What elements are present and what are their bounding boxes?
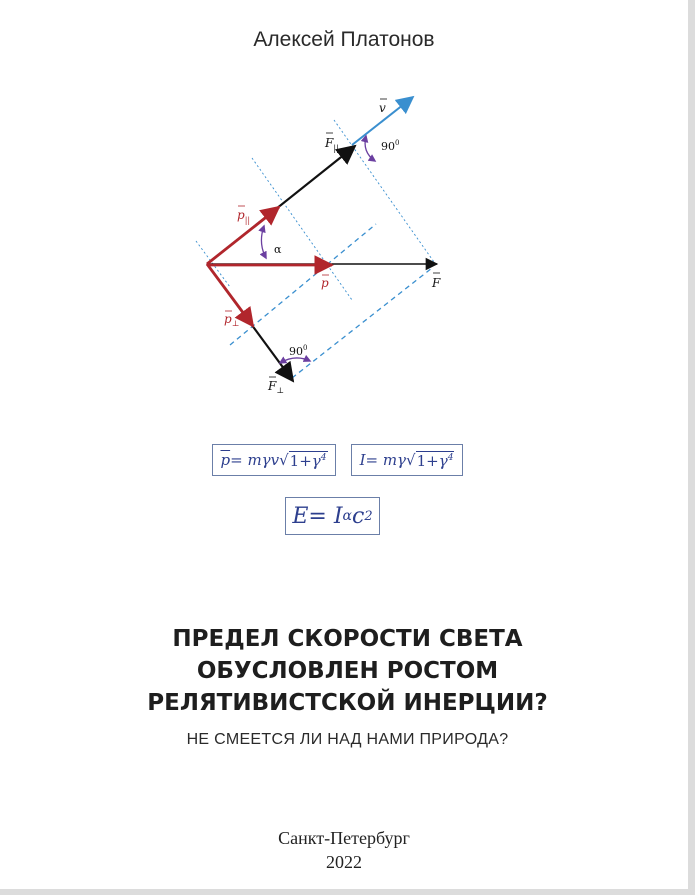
label-force-perpendicular: $F_\perp$ [268, 379, 284, 395]
formula-momentum-rhs: = mγv [230, 451, 280, 469]
formula-momentum-lhs: $\overline{p}$ [220, 451, 231, 469]
force-momentum-vector-diagram [0, 0, 695, 440]
label-alpha: α [274, 243, 282, 256]
label-angle-bottom: $90^0$ [289, 344, 308, 358]
label-angle-top: $90^0$ [381, 139, 400, 153]
label-force-parallel: $F_{||}$ [325, 136, 339, 153]
right-angle-arc-top [365, 136, 375, 161]
guide-line [252, 158, 352, 300]
sqrt-sign: √ [406, 451, 416, 469]
label-velocity: v [379, 101, 386, 115]
book-title-line-1: ПРЕДЕЛ СКОРОСТИ СВЕТА [172, 626, 523, 652]
author-name: Алексей Платонов [253, 28, 435, 51]
label-momentum: p [321, 276, 329, 290]
formula-energy-rhs: = I [308, 503, 343, 529]
formula-momentum-radicand: $1+\gamma^4$ [289, 451, 327, 470]
formula-inertia-radicand: $1+\gamma^4$ [416, 451, 454, 470]
formula-energy-c: c [352, 503, 365, 529]
formula-inertia-lhs: I [359, 451, 366, 469]
book-title-line-2: ОБУСЛОВЛЕН РОСТОМ [196, 658, 499, 684]
publication-year: 2022 [326, 852, 362, 872]
alpha-angle-arc [261, 226, 266, 258]
guide-lines-dotted [196, 120, 434, 300]
publication-city: Санкт-Петербург [278, 828, 410, 848]
formula-energy [285, 497, 380, 535]
book-title-line-3: РЕЛЯТИВИСТСКОЙ ИНЕРЦИИ? [147, 690, 548, 716]
formula-energy-lhs: E [292, 503, 309, 529]
right-angle-arc-bottom [280, 358, 310, 363]
guide-line [292, 268, 432, 378]
sqrt-sign: √ [279, 451, 289, 469]
formula-energy-subscript: α [342, 508, 353, 524]
formula-momentum [212, 444, 336, 476]
page-edge-bottom [0, 889, 695, 895]
formula-energy-exponent: 2 [364, 508, 373, 524]
book-subtitle: НЕ СМЕЕТСЯ ЛИ НАД НАМИ ПРИРОДА? [186, 731, 509, 748]
formula-inertia-rhs: = mγ [365, 451, 407, 469]
label-momentum-parallel: $p_{||}$ [237, 208, 251, 225]
formula-inertia [351, 444, 463, 476]
guide-lines-dashed [230, 224, 432, 378]
label-force: F [432, 276, 441, 290]
label-momentum-perpendicular: $p_\perp$ [224, 312, 240, 328]
